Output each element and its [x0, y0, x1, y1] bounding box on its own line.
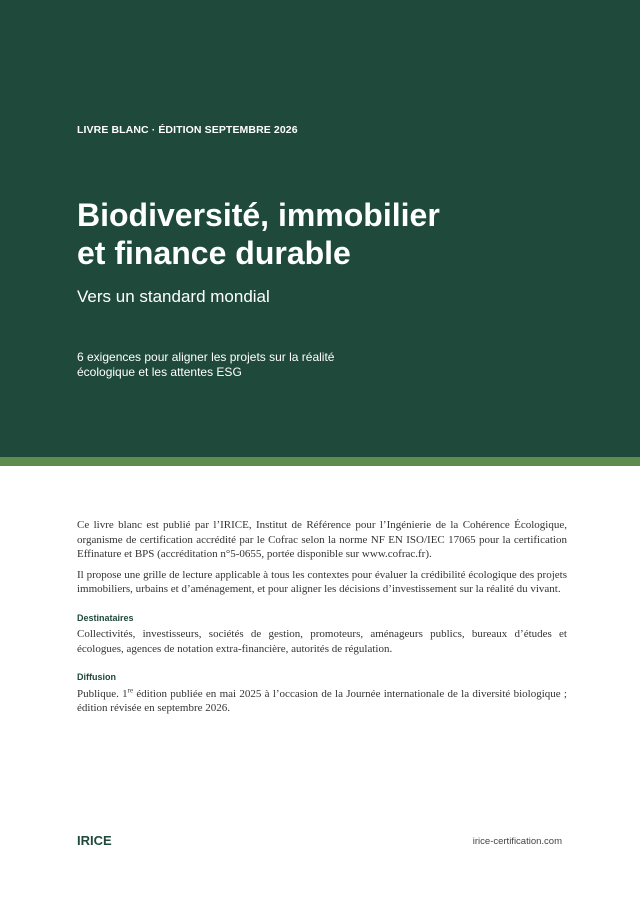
- title-line-2: et finance durable: [77, 235, 351, 271]
- edition-kicker: LIVRE BLANC · ÉDITION SEPTEMBRE 2026: [77, 124, 298, 136]
- distribution-heading: Diffusion: [77, 672, 116, 682]
- footer-brand: IRICE: [77, 833, 112, 848]
- intro-paragraph-2: Il propose une grille de lecture applicable à tous les contextes pour évaluer la crédibilité écologique des projets immobiliers, urbains et d’aménagement, et pour aligner les décisions d’investissement sur la réalité du vivant.: [77, 568, 567, 595]
- audience-heading: Destinataires: [77, 612, 134, 623]
- document-subtitle: Vers un standard mondial: [77, 287, 270, 306]
- accent-band: [0, 457, 640, 466]
- tagline-line-2: écologique et les attentes ESG: [77, 365, 242, 379]
- document-title: [77, 196, 597, 272]
- footer-website: irice-certification.com: [472, 836, 562, 847]
- intro-paragraph-1: Ce livre blanc est publié par l’IRICE, Institut de Référence pour l’Ingénierie de la Cohérence Écologique, organisme de certification accrédité par le Cofrac selon la norme NF EN ISO/IEC 17065 pour la certification Effinature et BPS (accréditation n°5-0655, portée disponible sur www.cofrac.fr).: [77, 519, 567, 560]
- distribution-text-end: édition publiée en mai 2025 à l’occasion de la Journée internationale de la diversité biologique ; édition révisée en septembre 2026.: [77, 687, 567, 714]
- edition-ordinal: re: [127, 685, 134, 694]
- audience-text: Collectivités, investisseurs, sociétés de gestion, promoteurs, aménageurs publics, bureaux d’études et écologues, agences de notation extra-financière, autorités de régulation.: [77, 628, 567, 655]
- distribution-text: [77, 687, 567, 716]
- title-line-1: Biodiversité, immobilier: [77, 197, 440, 233]
- document-tagline: [77, 350, 397, 380]
- intro-body: [77, 518, 567, 722]
- tagline-line-1: 6 exigences pour aligner les projets sur la réalité: [77, 350, 335, 364]
- distribution-text-start: Publique. 1: [77, 687, 128, 700]
